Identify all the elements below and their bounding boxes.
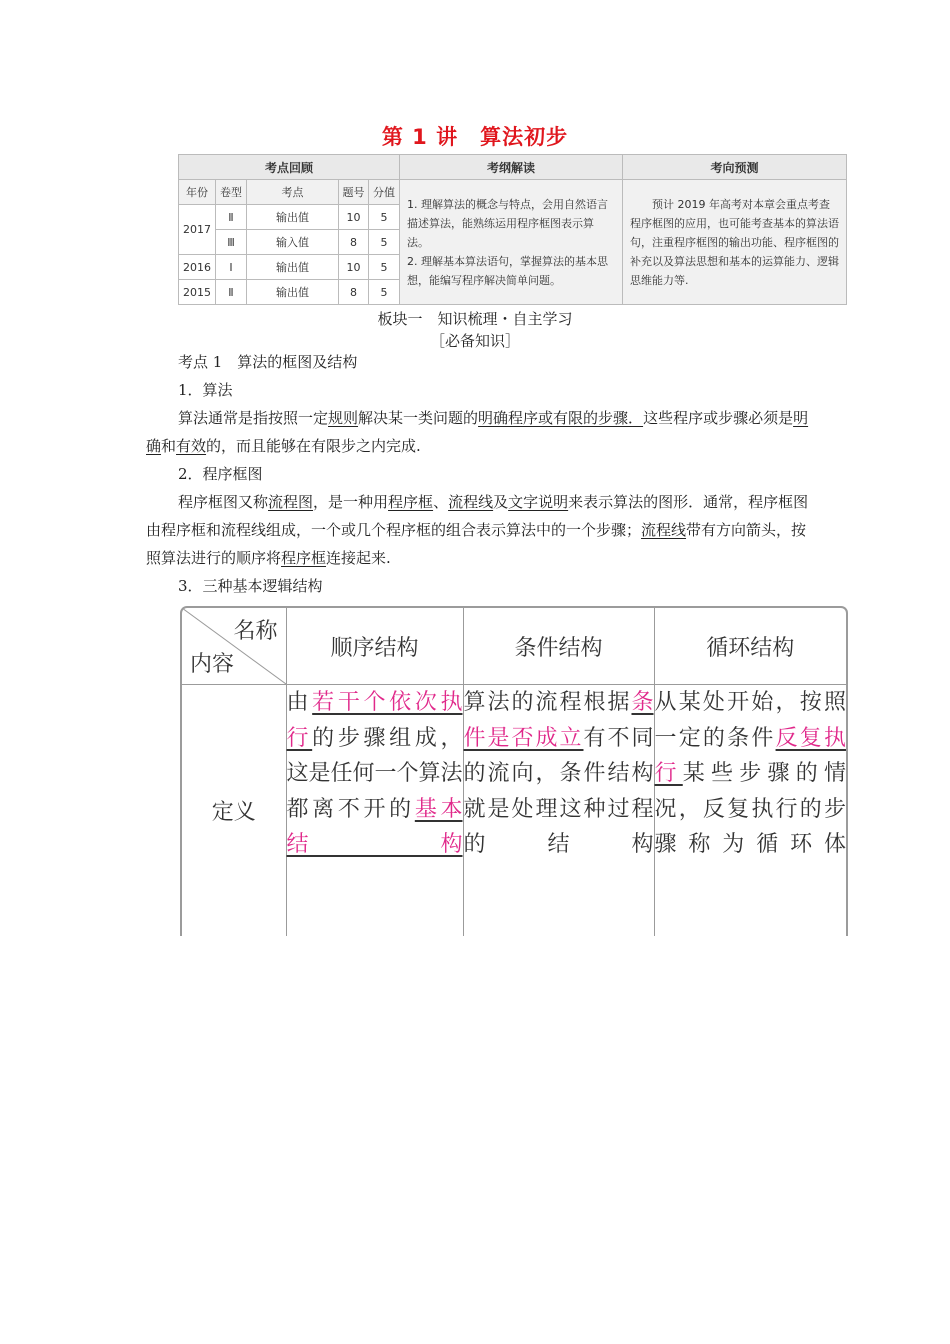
underlined-term: 文字说明 [508,493,569,511]
cell-number: 10 [339,205,369,230]
underlined-term: 明确 [146,409,809,455]
cell-number: 8 [339,230,369,255]
cell-number: 10 [339,255,369,280]
header-syllabus: 考纲解读 [400,155,623,180]
text: 算法通常是指按照一定 [178,409,329,427]
section-title: 板块一 知识梳理・自主学习 [377,310,573,328]
underlined-term: 明确程序或有限的步骤． [478,409,644,427]
col-paper: 卷型 [216,180,247,205]
cell-topic: 输出值 [247,205,339,230]
text: 的步骤组成，这是任何一个算法都离不开的 [286,725,463,822]
row-label-definition: 定义 [182,685,286,937]
syllabus-item: 1. 理解算法的概念与特点，会用自然语言描述算法，能熟练运用程序框图表示算法。 [407,197,609,249]
underlined-term: 流程线 [641,521,687,539]
text: 、 [433,493,449,511]
highlight-term: 条件是否成立 [463,690,654,751]
heading-flowchart: 2．程序框图 [178,465,263,483]
cell-paper: Ⅰ [216,255,247,280]
paragraph-flowchart [146,488,818,572]
col-number: 题号 [339,180,369,205]
text: 来表示算法的图形．通常，程序框图由程序框和流程线组成，一个或几个程序框的组合表示算法中的一个步骤； [146,493,809,539]
cell-paper: Ⅲ [216,230,247,255]
col-year: 年份 [179,180,216,205]
header-review: 考点回顾 [179,155,400,180]
header-forecast: 考向预测 [623,155,847,180]
heading-algorithm: 1．算法 [178,381,233,399]
highlight-term: 若干个依次执行 [286,690,463,751]
syllabus-cell [400,180,623,305]
cell-year: 2017 [179,205,216,255]
logic-structures-table [182,608,846,936]
subsection-title: ［必备知识］ [429,332,520,350]
cell-year: 2016 [179,255,216,280]
underlined-term: 有效 [176,437,207,455]
cell-number: 8 [339,280,369,305]
text: 某些步骤的情况，反复执行的步骤称为循环体 [654,761,846,857]
underlined-term: 流程图 [268,493,314,511]
highlight-term: 基本结构 [286,796,463,857]
cell-paper: Ⅱ [216,280,247,305]
text: 有不同的流向，条件结构就是处理这种过程的结构 [463,725,654,857]
cell-topic: 输入值 [247,230,339,255]
cell-score: 5 [369,255,400,280]
page-title: 第 1 讲 算法初步 [381,125,569,149]
forecast-cell [623,180,847,305]
heading-logic-structures: 3．三种基本逻辑结构 [178,577,323,595]
header-sequence: 顺序结构 [286,608,463,685]
text: 连接起来. [326,549,391,567]
syllabus-item: 2. 理解基本算法语句，掌握算法的基本思想，能编写程序解决简单问题。 [407,254,609,287]
forecast-text: 预计 2019 年高考对本章会重点考查程序框图的应用，也可能考查基本的算法语句，注重程序框图的输出功能、程序框图的补充以及算法思想和基本的运算能力、逻辑思维能力等. [630,197,840,287]
text: 的，而且能够在有限步之内完成. [206,437,421,455]
header-condition: 条件结构 [463,608,654,685]
underlined-term: 程序框 [388,493,434,511]
text: 带有方向箭头，按照算法进行的顺序将 [146,521,807,567]
text: 由 [286,690,313,715]
cell-topic: 输出值 [247,280,339,305]
exam-overview-table [178,154,847,305]
cell-score: 5 [369,280,400,305]
cell-score: 5 [369,230,400,255]
cell-score: 5 [369,205,400,230]
text: 及 [493,493,509,511]
cell-year: 2015 [179,280,216,305]
text: ，是一种用 [313,493,389,511]
underlined-term: 流程线 [448,493,494,511]
definition-loop [654,685,846,937]
cell-paper: Ⅱ [216,205,247,230]
col-score: 分值 [369,180,400,205]
text: 和 [161,437,177,455]
definition-condition [463,685,654,937]
text: 解决某一类问题的 [358,409,479,427]
corner-label-name: 名称 [233,619,278,644]
cell-topic: 输出值 [247,255,339,280]
text: 算法的流程根据 [463,690,632,715]
logic-structures-table-frame [180,606,848,936]
kaodian-heading: 考点 1 算法的框图及结构 [178,353,358,371]
text: 程序框图又称 [178,493,269,511]
col-topic: 考点 [247,180,339,205]
highlight-term: 反复执行 [654,725,846,786]
underlined-term: 规则 [328,409,359,427]
corner-label-content: 内容 [190,652,235,677]
paragraph-algorithm [146,404,818,460]
definition-sequence [286,685,463,937]
corner-cell [182,608,286,685]
underlined-term: 程序框 [281,549,327,567]
text: 从某处开始，按照一定的条件 [654,690,846,751]
text: 这些程序或步骤必须是 [643,409,794,427]
header-loop: 循环结构 [654,608,846,685]
